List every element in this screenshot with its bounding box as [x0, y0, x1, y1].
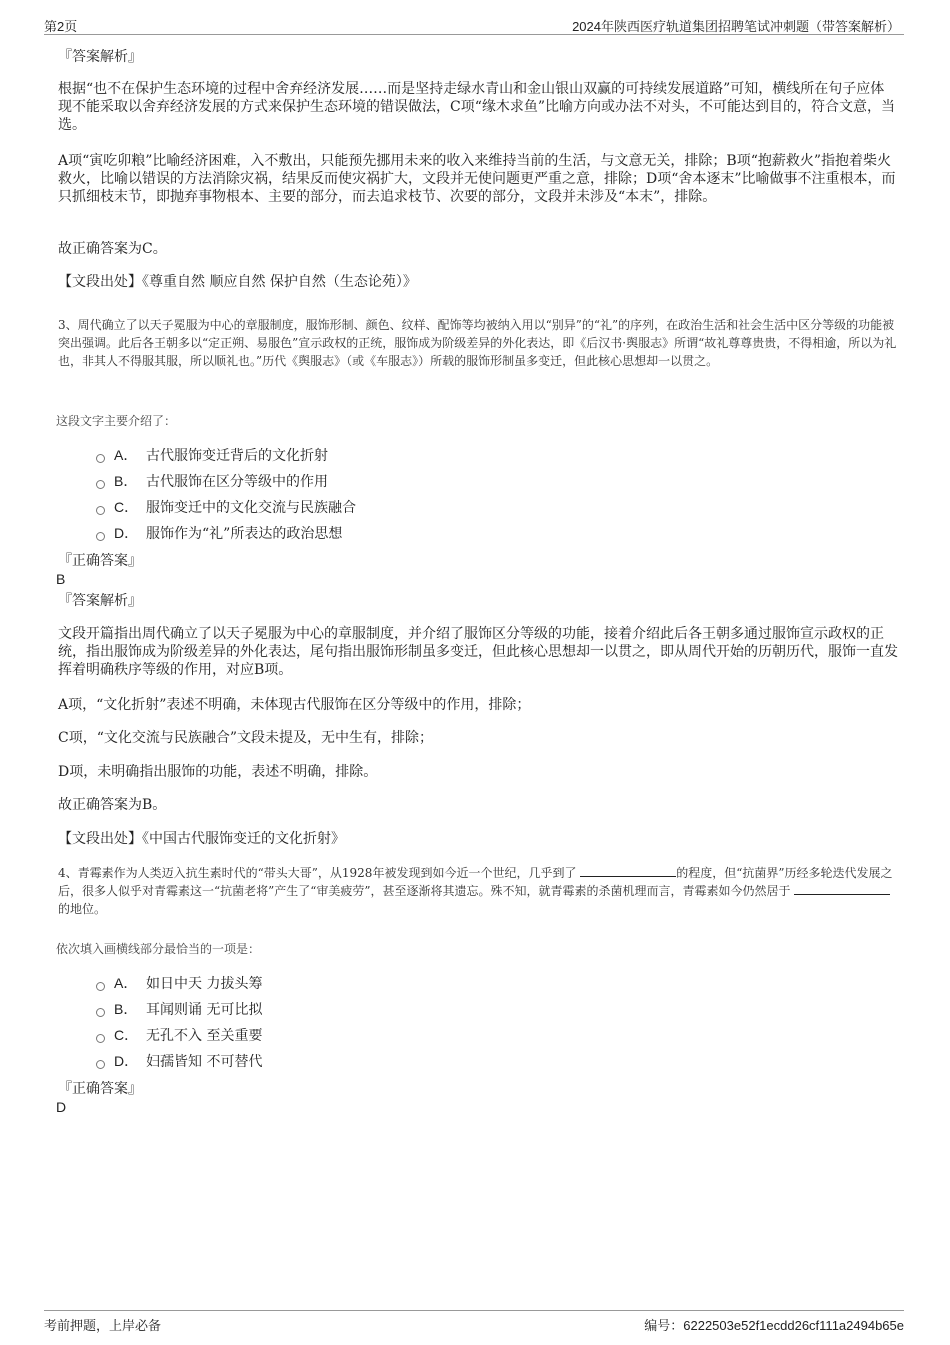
- option-b[interactable]: [96, 999, 262, 1019]
- fill-blank: [794, 882, 890, 895]
- analysis-heading: 『答案解析』: [58, 593, 142, 609]
- correct-answer: D: [56, 1099, 67, 1115]
- option-text: 古代服饰变迁背后的文化折射: [146, 448, 328, 464]
- analysis-paragraph: 根据“也不在保护生态环境的过程中舍弃经济发展……而是坚持走绿水青山和金山银山双赢的可持续发展道路”可知，横线所在句子应体现不能采取以舍弃经济发展的方式来保护生态环境的错误做法，C项“缘木求鱼”比喻方向或办法不对头，不可能达到目的，符合文意，当选。: [58, 81, 896, 133]
- analysis-heading: 『答案解析』: [58, 49, 142, 65]
- radio-icon[interactable]: [96, 982, 105, 991]
- option-key: C．: [114, 1027, 139, 1043]
- fill-blank: [580, 864, 676, 877]
- analysis-paragraph: A项，“文化折射”表述不明确，未体现古代服饰在区分等级中的作用，排除；: [58, 697, 531, 713]
- document-code: 编号：6222503e52f1ecdd26cf111a2494b65e: [644, 1318, 904, 1333]
- option-c[interactable]: [96, 497, 356, 517]
- correct-answer-heading: 『正确答案』: [58, 1081, 142, 1097]
- question-stem: [58, 864, 898, 918]
- source-text: 【文段出处】《尊重自然 顺应自然 保护自然（生态论苑）》: [58, 274, 417, 290]
- option-key: A．: [114, 447, 138, 463]
- option-text: 无孔不入 至关重要: [146, 1028, 263, 1044]
- question-prompt: 依次填入画横线部分最恰当的一项是：: [56, 942, 261, 956]
- option-b[interactable]: [96, 471, 328, 491]
- question-stem: 3、周代确立了以天子冕服为中心的章服制度，服饰形制、颜色、纹样、配饰等均被纳入用以“别异”的“礼”的序列，在政治生活和社会生活中区分等级的功能被突出强调。此后各王朝多以“定正朔、易服色”宣示政权的正统，服饰成为阶级差异的外化表达，即《后汉书·舆服志》所谓“故礼尊尊贵贵，不得相逾，所以为礼也，非其人不得服其服，所以顺礼也。”历代《舆服志》（或《车服志》）所载的服饰形制虽多变迁，但此核心思想却一以贯之。: [58, 318, 897, 368]
- option-text: 如日中天 力拔头筹: [146, 976, 263, 992]
- option-key: D．: [114, 1053, 139, 1069]
- radio-icon[interactable]: [96, 532, 105, 541]
- option-key: B．: [114, 473, 138, 489]
- correct-answer: B: [56, 571, 66, 587]
- footer-slogan: 考前押题，上岸必备: [44, 1318, 162, 1333]
- option-text: 耳闻则诵 无可比拟: [146, 1002, 263, 1018]
- option-text: 服饰作为“礼”所表达的政治思想: [146, 526, 343, 542]
- analysis-paragraph: C项，“文化交流与民族融合”文段未提及，无中生有，排除；: [58, 730, 434, 746]
- option-text: 古代服饰在区分等级中的作用: [146, 474, 328, 490]
- option-a[interactable]: [96, 973, 262, 993]
- option-key: D．: [114, 525, 139, 541]
- source-text: 【文段出处】《中国古代服饰变迁的文化折射》: [58, 831, 345, 847]
- radio-icon[interactable]: [96, 480, 105, 489]
- option-text: 服饰变迁中的文化交流与民族融合: [146, 500, 356, 516]
- option-key: C．: [114, 499, 139, 515]
- document-title: 2024年陕西医疗轨道集团招聘笔试冲刺题（带答案解析）: [572, 19, 900, 34]
- radio-icon[interactable]: [96, 1034, 105, 1043]
- radio-icon[interactable]: [96, 1060, 105, 1069]
- option-text: 妇孺皆知 不可替代: [146, 1054, 263, 1070]
- page-number: 第2页: [44, 19, 78, 34]
- stem-part: 的程度，但“抗菌界”历经多轮迭代发展之后，很多人似乎对青霉素这一“抗菌老将”产生了“审美疲劳”，甚至逐渐将其遗忘。殊不知，就青霉素的杀菌机理而言，青霉素如今仍然居于: [58, 866, 893, 898]
- correct-answer-heading: 『正确答案』: [58, 553, 142, 569]
- option-c[interactable]: [96, 1025, 262, 1045]
- stem-part: 4、青霉素作为人类迈入抗生素时代的“带头大哥”，从1928年被发现到如今近一个世纪，几乎到了: [58, 866, 577, 880]
- option-key: B．: [114, 1001, 138, 1017]
- stem-part: 的地位。: [58, 902, 107, 916]
- option-d[interactable]: [96, 523, 342, 543]
- option-d[interactable]: [96, 1051, 262, 1071]
- conclusion-text: 故正确答案为C。: [58, 241, 167, 257]
- option-a[interactable]: [96, 445, 328, 465]
- question-prompt: 这段文字主要介绍了：: [56, 414, 177, 428]
- option-key: A．: [114, 975, 138, 991]
- radio-icon[interactable]: [96, 1008, 105, 1017]
- analysis-paragraph: A项“寅吃卯粮”比喻经济困难，入不敷出，只能预先挪用未来的收入来维持当前的生活，与文意无关，排除；B项“抱薪救火”指抱着柴火救火，比喻以错误的方法消除灾祸，结果反而使灾祸扩大，文段并无使问题更严重之意，排除；D项“舍本逐末”比喻做事不注重根本，而只抓细枝末节，即抛弃事物根本、主要的部分，而去追求枝节、次要的部分，文段并未涉及“本末”，排除。: [58, 153, 896, 205]
- radio-icon[interactable]: [96, 454, 105, 463]
- page-footer: [44, 1310, 904, 1335]
- analysis-paragraph: D项，未明确指出服饰的功能，表述不明确，排除。: [58, 764, 378, 780]
- analysis-paragraph: 文段开篇指出周代确立了以天子冕服为中心的章服制度，并介绍了服饰区分等级的功能，接着介绍此后各王朝多通过服饰宣示政权的正统，指出服饰成为阶级差异的外化表达，尾句指出服饰形制虽多变迁，但此核心思想却一以贯之，即从周代开始的历朝历代，服饰一直发挥着明确秩序等级的作用，对应B项。: [58, 626, 898, 678]
- page-header: [44, 14, 904, 35]
- conclusion-text: 故正确答案为B。: [58, 797, 167, 813]
- radio-icon[interactable]: [96, 506, 105, 515]
